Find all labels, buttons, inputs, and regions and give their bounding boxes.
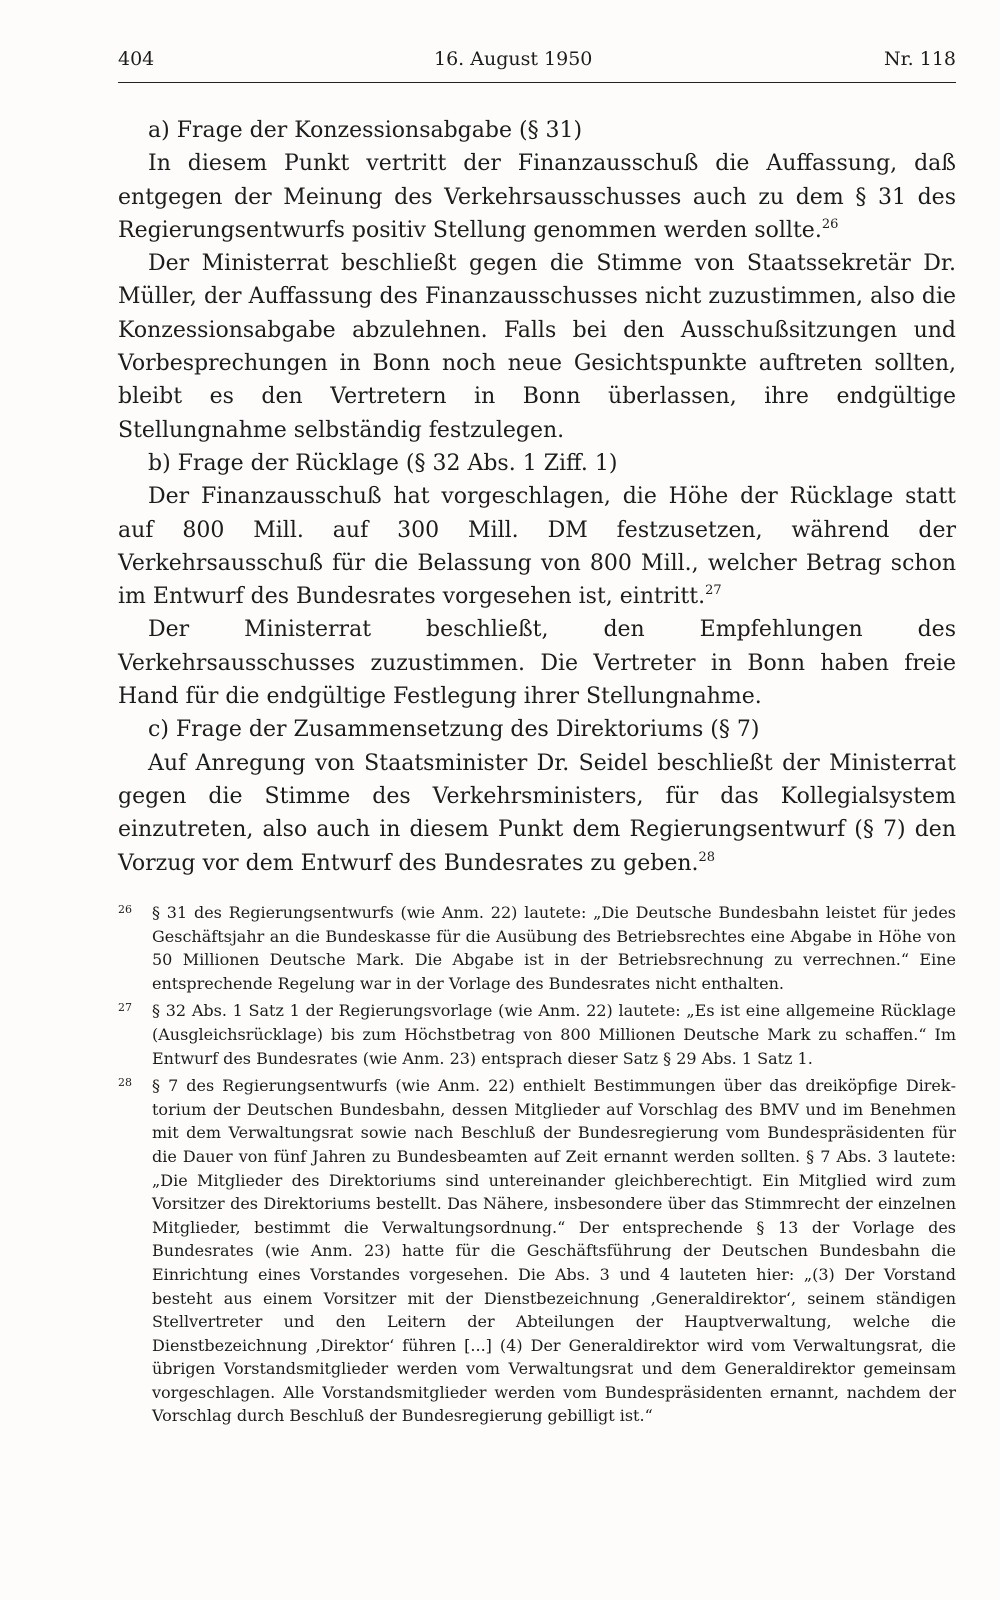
footnote — [118, 1074, 956, 1428]
footnote-text: § 7 des Regierungsentwurfs (wie Anm. 22) enthielt Bestimmungen über das dreiköpfige Direktorium der Deutschen Bundesbahn, dessen Mitglieder auf Vorschlag des BMV und im Benehmen mit dem Verwaltungsrat sowie nach Beschluß der Bundesregierung vom Bundespräsidenten für die Dauer von fünf Jahren zu Bundesbeamten auf Zeit ernannt werden sollten. § 7 Abs. 3 lautete: „Die Mitglieder des Direktoriums sind untereinander gleichberechtigt. Ein Mitglied wird zum Vorsitzer des Direktoriums bestellt. Das Nähere, insbesondere über das Stimmrecht der einzelnen Mitglieder, bestimmt die Verwaltungsordnung.“ Der entsprechende § 13 der Vorlage des Bundesrates (wie Anm. 23) hatte für die Geschäftsführung der Deutschen Bundesbahn die Einrichtung eines Vorstandes vorgesehen. Die Abs. 3 und 4 lauteten hier: „(3) Der Vorstand besteht aus einem Vorsitzer mit der Dienstbezeichnung ‚Generaldirektor‘, seinem ständigen Stellvertreter und den Leitern der Abteilungen der Hauptverwaltung, welche die Dienstbezeichnung ‚Direktor‘ führen [...] (4) Der Generaldirektor wird vom Verwaltungsrat, die übrigen Vorstandsmitglieder werden vom Verwaltungsrat und dem Generaldirektor gemeinsam vorgeschlagen. Alle Vorstandsmitglieder werden vom Bundespräsidenten ernannt, nachdem der Vorschlag durch Beschluß der Bundesregierung gebilligt ist.“ — [152, 1076, 956, 1426]
footnote-number: 27 — [118, 1001, 132, 1015]
running-header — [118, 44, 956, 83]
header-date: 16. August 1950 — [434, 48, 593, 70]
issue-number: Nr. 118 — [884, 48, 956, 70]
footnote-number: 26 — [118, 903, 132, 916]
page-number: 404 — [118, 48, 155, 70]
footnote-text: § 31 des Regierungsentwurfs (wie Anm. 22) lautete: „Die Deutsche Bundesbahn leistet für jedes Geschäftsjahr an die Bundeskasse für die Ausübung des Betriebsrechtes eine Abgabe in Höhe von 50 Millionen Deutsche Mark. Die Abgabe ist in der Betriebsrechnung zu verrechnen.“ Eine entsprechende Regelung war in der Vorlage des Bundesrates nicht enthalten. — [152, 903, 956, 993]
footnote-text: § 32 Abs. 1 Satz 1 der Regierungsvorlage (wie Anm. 22) lautete: „Es ist eine allgemeine Rücklage (Ausgleichsrücklage) bis zum Höchstbetrag von 800 Millionen Deutsche Mark zu schaffen.“ Im Entwurf des Bundesrates (wie Anm. 23) entsprach dieser Satz § 29 Abs. 1 Satz 1. — [152, 1001, 956, 1068]
paragraph: c) Frage der Zusammensetzung des Direktoriums (§ 7) — [148, 717, 760, 743]
paragraph: Der Finanzausschuß hat vorgeschlagen, die Höhe der Rücklage statt auf 800 Mill. auf 300 Mill. DM festzusetzen, während der Verkehrsausschuß für die Belassung von 800 Mill., welcher Betrag schon im Entwurf des Bundesrates vorgesehen ist, eintritt.$^{27}$ — [118, 484, 956, 610]
paragraph: a) Frage der Konzessionsabgabe (§ 31) — [148, 118, 583, 143]
main-text — [118, 114, 956, 880]
paragraph: b) Frage der Rücklage (§ 32 Abs. 1 Ziff. 1) — [148, 450, 618, 476]
footnote-ref[interactable]: 28 — [698, 849, 716, 865]
footnote-number: 28 — [118, 1076, 132, 1090]
footnote-ref[interactable]: 26 — [821, 216, 839, 232]
paragraph: Der Ministerrat beschließt, den Empfehlungen des Verkehrsausschusses zuzustimmen. Die Vertreter in Bonn haben freie Hand für die endgültige Festlegung ihrer Stellungnahme. — [118, 617, 956, 710]
footnotes — [118, 901, 956, 1432]
paragraph: In diesem Punkt vertritt der Finanzausschuß die Auffassung, daß entgegen der Meinung des Verkehrsausschusses auch zu dem § 31 des Regierungsentwurfs positiv Stellung genommen werden sollte.$^{26}$ — [118, 151, 956, 243]
footnote-ref[interactable]: 27 — [705, 583, 722, 599]
paragraph: Der Ministerrat beschließt gegen die Stimme von Staatssekretär Dr. Müller, der Auffassung des Finanzausschusses nicht zuzustimmen, also die Konzessionsabgabe abzulehnen. Falls bei den Ausschußsitzungen und Vorbesprechungen in Bonn noch neue Gesichtspunkte auftreten sollten, bleibt es den Vertretern in Bonn überlassen, ihre endgültige Stellungnahme selbständig festzulegen. — [118, 251, 956, 443]
footnote — [118, 999, 956, 1070]
footnote — [118, 901, 956, 995]
paragraph: Auf Anregung von Staatsminister Dr. Seidel beschließt der Ministerrat gegen die Stimme des Verkehrsministers, für das Kollegialsystem einzutreten, also auch in diesem Punkt dem Regierungsentwurf (§ 7) den Vorzug vor dem Entwurf des Bundesrates zu geben.$^{28}$ — [118, 750, 956, 876]
